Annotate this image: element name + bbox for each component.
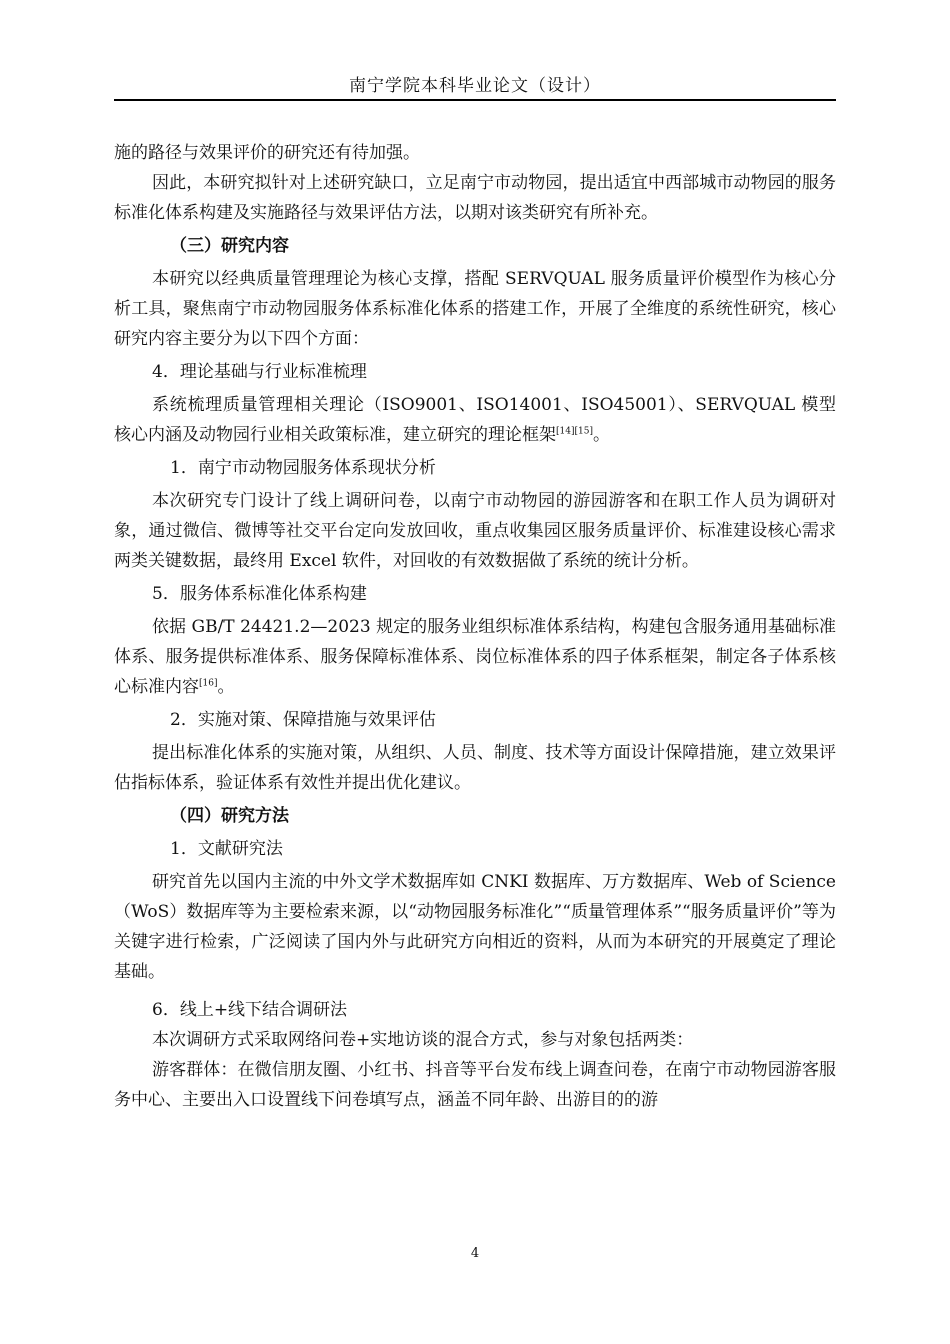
citation: [16]	[199, 678, 218, 689]
paragraph: 施的路径与效果评价的研究还有待加强。	[114, 143, 420, 163]
citation: [14][15]	[556, 426, 593, 437]
paragraph-text: 系统梳理质量管理相关理论（ISO9001、ISO14001、ISO45001）、SERVQUAL 模型核心内涵及动物园行业相关政策标准，建立研究的理论框架	[114, 395, 836, 445]
body-text	[114, 138, 836, 1115]
paragraph	[114, 612, 836, 702]
paragraph-end: 。	[217, 677, 235, 697]
paragraph: 因此，本研究拟针对上述研究缺口，立足南宁市动物园，提出适宜中西部城市动物园的服务标准化体系构建及实施路径与效果评估方法，以期对该类研究有所补充。	[114, 173, 836, 223]
paragraph: 本次调研方式采取网络问卷+实地访谈的混合方式，参与对象包括两类：	[152, 1030, 694, 1050]
list-heading-theory: 4．理论基础与行业标准梳理	[152, 362, 367, 382]
list-heading-status: 1．南宁市动物园服务体系现状分析	[170, 458, 436, 478]
list-heading-implementation: 2．实施对策、保障措施与效果评估	[170, 710, 436, 730]
page-number: 4	[470, 1246, 480, 1261]
paragraph-end: 。	[592, 425, 610, 445]
paragraph-text: 依据 GB/T 24421.2—2023 规定的服务业组织标准体系结构，构建包含服务通用基础标准体系、服务提供标准体系、服务保障标准体系、岗位标准体系的四子体系框架，制定各子体系核心标准内容	[114, 617, 836, 697]
list-heading-build: 5．服务体系标准化体系构建	[152, 584, 367, 604]
paragraph: 提出标准化体系的实施对策，从组织、人员、制度、技术等方面设计保障措施，建立效果评估指标体系，验证体系有效性并提出优化建议。	[114, 743, 836, 793]
page-header: 南宁学院本科毕业论文（设计）	[349, 76, 601, 96]
section-heading-research-method: （四）研究方法	[170, 806, 289, 826]
list-heading-survey: 6．线上+线下结合调研法	[152, 1000, 348, 1020]
list-heading-literature: 1．文献研究法	[170, 839, 283, 859]
paragraph: 游客群体：在微信朋友圈、小红书、抖音等平台发布线上调查问卷，在南宁市动物园游客服务中心、主要出入口设置线下问卷填写点，涵盖不同年龄、出游目的的游	[114, 1060, 836, 1110]
paragraph: 研究首先以国内主流的中外文学术数据库如 CNKI 数据库、万方数据库、Web of Science（WoS）数据库等为主要检索来源，以“动物园服务标准化”“质量管理体系”“服务质量评价”等为关键字进行检索，广泛阅读了国内外与此研究方向相近的资料，从而为本研究的开展奠定了理论基础。	[114, 872, 836, 982]
section-heading-research-content: （三）研究内容	[170, 236, 289, 256]
paragraph: 本研究以经典质量管理理论为核心支撑，搭配 SERVQUAL 服务质量评价模型作为核心分析工具，聚焦南宁市动物园服务体系标准化体系的搭建工作，开展了全维度的系统性研究，核心研究内容主要分为以下四个方面：	[114, 269, 836, 349]
header-rule	[114, 99, 836, 101]
paragraph	[114, 390, 836, 450]
paragraph: 本次研究专门设计了线上调研问卷，以南宁市动物园的游园游客和在职工作人员为调研对象，通过微信、微博等社交平台定向发放回收，重点收集园区服务质量评价、标准建设核心需求两类关键数据，最终用 Excel 软件，对回收的有效数据做了系统的统计分析。	[114, 491, 836, 571]
